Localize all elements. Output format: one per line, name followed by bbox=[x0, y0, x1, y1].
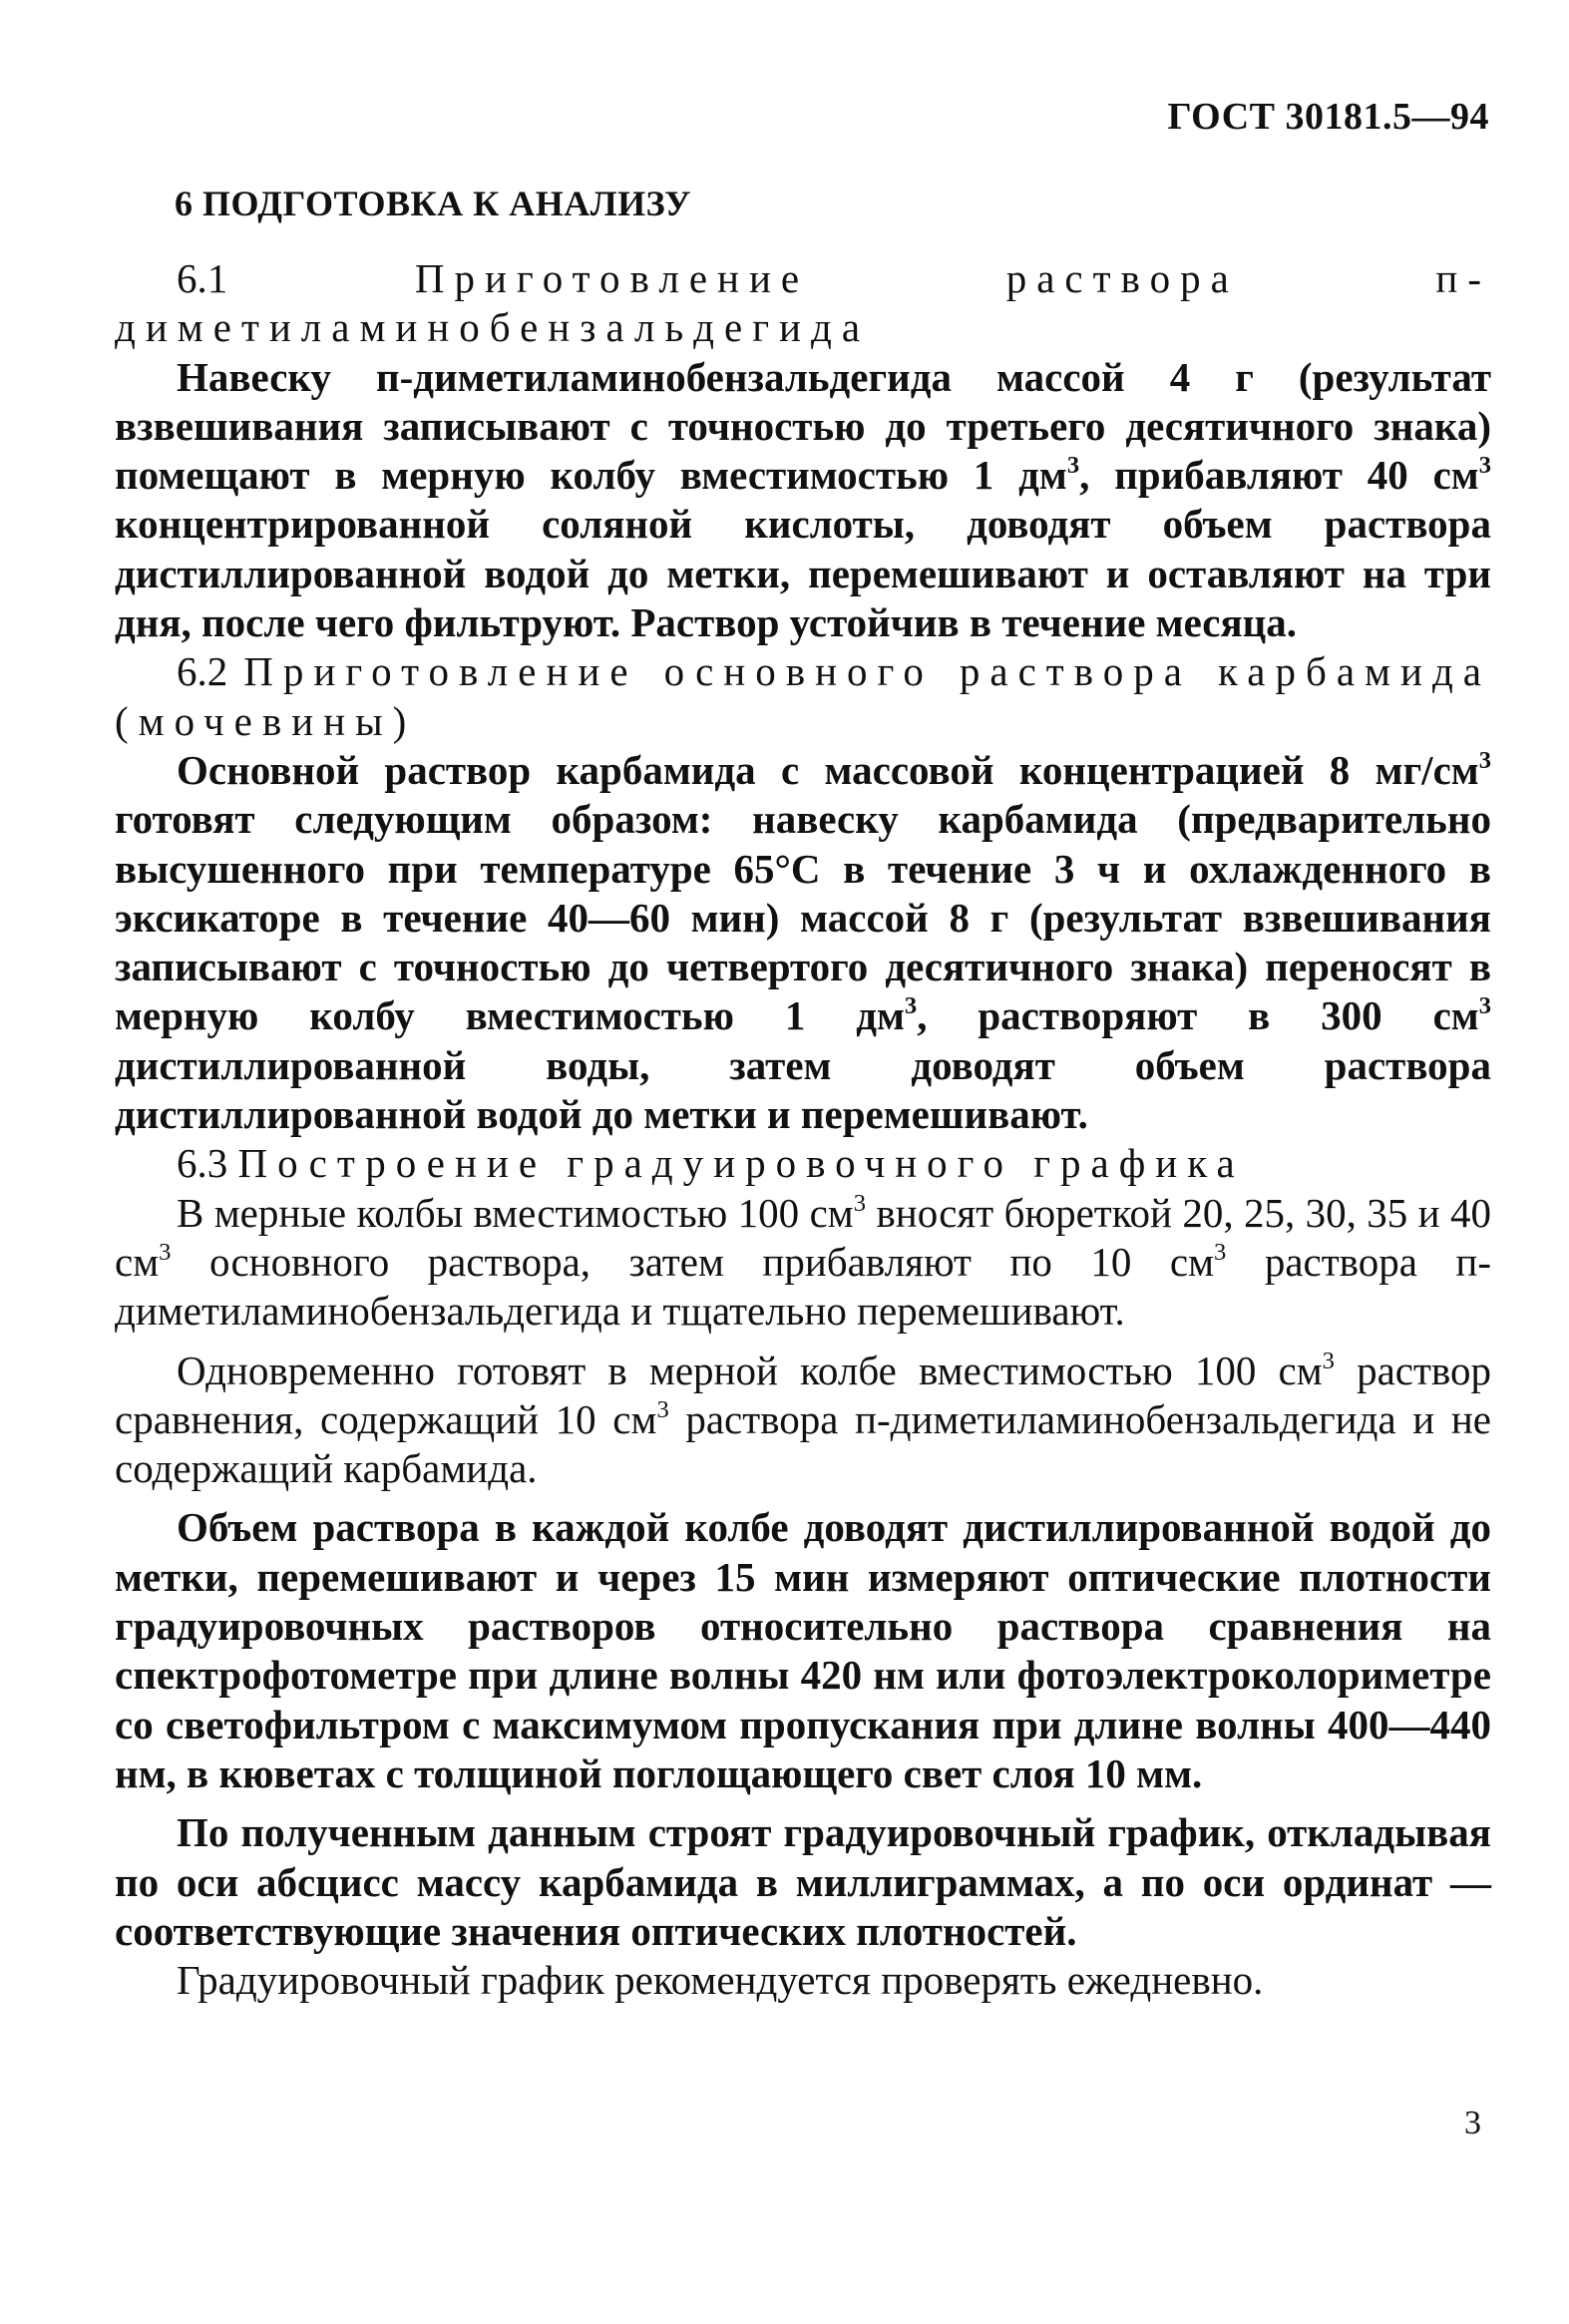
paragraph-6-3-text-2 bbox=[115, 1347, 1491, 1494]
text-fragment: Одновременно готовят в мерной колбе вместимостью 100 см bbox=[177, 1347, 1323, 1393]
text-fragment: Основной раствор карбамида с массовой концентрацией 8 мг/см bbox=[177, 746, 1479, 793]
clause-heading: Построение градуировочного графика bbox=[237, 1140, 1245, 1187]
paragraph-6-3-heading bbox=[115, 1139, 1491, 1188]
paragraph-6-3-text-4: По полученным данным строят градуировочный график, откладывая по оси абсцисс массу карбамида в миллиграммах, а по оси ординат — соответствующие значения оптических плотностей. bbox=[115, 1809, 1491, 1954]
text-fragment: дистиллированной воды, затем доводят объем раствора дистиллированной водой до метки и перемешивают. bbox=[115, 1041, 1491, 1138]
paragraph-6-2-heading bbox=[115, 647, 1491, 746]
text-fragment: готовят следующим образом: навеску карбамида (предварительно высушенного при температуре 65°С в течение 3 ч и охлажденного в эксикаторе в течение 40—60 мин) массой 8 г (результат взвешивания записывают с точностью до четвертого десятичного знака) переносят в мерную колбу вместимостью 1 дм bbox=[115, 796, 1491, 1039]
standard-code: ГОСТ 30181.5—94 bbox=[1167, 96, 1489, 138]
text-fragment: , прибавляют 40 см bbox=[1079, 452, 1479, 499]
clause-heading: Приготовление раствора п-диметиламинобензальдегида bbox=[115, 255, 1491, 351]
clause-number: 6.1 bbox=[177, 255, 228, 301]
page-number: 3 bbox=[1464, 2105, 1481, 2141]
clause-heading: Приготовление основного раствора карбамида (мочевины) bbox=[115, 648, 1491, 744]
text-fragment: раствора п-диметиламинобензальдегида и не содержащий карбамида. bbox=[115, 1395, 1491, 1492]
superscript: 3 bbox=[1214, 1238, 1227, 1266]
text-fragment: концентрированной соляной кислоты, доводят объем раствора дистиллированной водой до метки, перемешивают и оставляют на три дня, после чего фильтруют. Раствор устойчив в течение месяца. bbox=[115, 501, 1491, 646]
paragraph-6-2-text bbox=[115, 746, 1491, 1139]
paragraph-6-3-text-1 bbox=[115, 1189, 1491, 1337]
superscript: 3 bbox=[1478, 746, 1491, 774]
text-fragment: основного раствора, затем прибавляют по 10 см bbox=[171, 1238, 1215, 1285]
superscript: 3 bbox=[1066, 452, 1080, 480]
text-fragment: раствора п-диметиламинобензальдегида и тщательно перемешивают. bbox=[115, 1238, 1491, 1335]
document-body bbox=[115, 254, 1491, 2005]
superscript: 3 bbox=[1478, 452, 1491, 480]
superscript: 3 bbox=[853, 1189, 867, 1217]
paragraph-6-3-text-5: Градуировочный график рекомендуется проверять ежедневно. bbox=[177, 1957, 1264, 2004]
paragraph-6-1-heading bbox=[115, 254, 1491, 353]
text-fragment: раствор сравнения, содержащий 10 см bbox=[115, 1347, 1491, 1442]
clause-number: 6.2 bbox=[177, 648, 228, 695]
superscript: 3 bbox=[904, 992, 918, 1020]
superscript: 3 bbox=[656, 1395, 669, 1423]
clause-number: 6.3 bbox=[177, 1140, 228, 1187]
superscript: 3 bbox=[159, 1238, 172, 1266]
superscript: 3 bbox=[1478, 992, 1492, 1020]
text-fragment: В мерные колбы вместимостью 100 см bbox=[177, 1189, 854, 1236]
superscript: 3 bbox=[1322, 1347, 1335, 1374]
section-title: 6 ПОДГОТОВКА К АНАЛИЗУ bbox=[175, 184, 692, 223]
paragraph-6-1-text bbox=[115, 353, 1491, 648]
paragraph-6-3-text-3: Объем раствора в каждой колбе доводят дистиллированной водой до метки, перемешивают и через 15 мин измеряют оптические плотности градуировочных растворов относительно раствора сравнения на спектрофотометре при длине волны 420 нм или фотоэлектроколориметре со светофильтром с максимумом пропускания при длине волны 400—440 нм, в кюветах с толщиной поглощающего свет слоя 10 мм. bbox=[115, 1504, 1491, 1796]
text-fragment: Навеску п-диметиламинобензальдегида массой 4 г (результат взвешивания записывают с точностью до третьего десятичного знака) помещают в мерную колбу вместимостью 1 дм bbox=[115, 353, 1491, 499]
text-fragment: вносят бюреткой 20, 25, 30, 35 и 40 см bbox=[115, 1189, 1491, 1285]
text-fragment: , растворяют в 300 см bbox=[917, 992, 1479, 1039]
